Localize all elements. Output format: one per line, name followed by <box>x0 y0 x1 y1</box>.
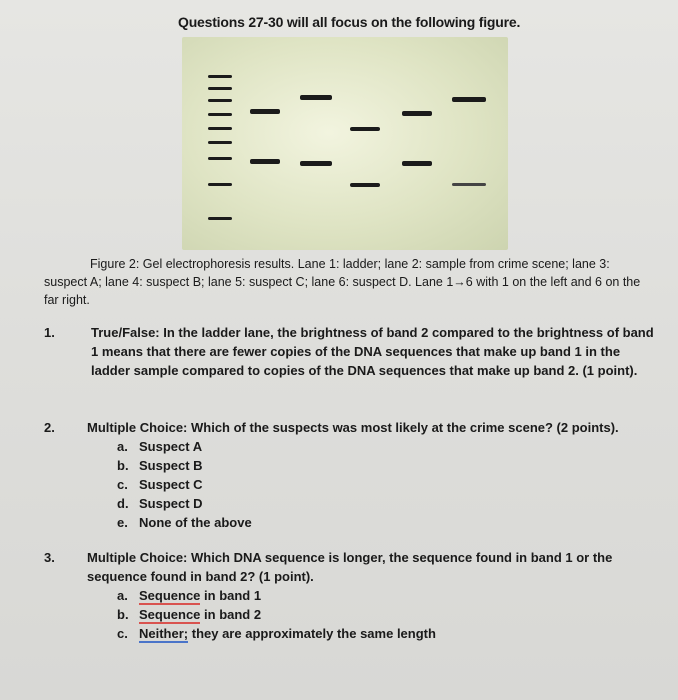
option-text: Suspect B <box>139 458 203 473</box>
question-number: 3. <box>44 550 55 565</box>
suspect-d-band <box>452 97 486 102</box>
option-text-flagged: Sequence <box>139 588 201 603</box>
section-heading: Questions 27-30 will all focus on the following figure. <box>178 14 521 30</box>
crime-scene-band <box>250 159 280 164</box>
option-letter: c. <box>117 626 128 641</box>
suspect-c-band <box>402 161 432 166</box>
option-text: Suspect D <box>139 496 203 511</box>
option-letter: d. <box>117 496 129 511</box>
ladder-band <box>208 141 232 144</box>
option-letter: b. <box>117 458 129 473</box>
option-text: Suspect C <box>139 477 203 492</box>
question-number: 2. <box>44 420 55 435</box>
option-text: Suspect A <box>139 439 203 454</box>
suspect-b-band <box>350 183 380 187</box>
question-text: Multiple Choice: Which of the suspects was most likely at the crime scene? (2 points). <box>87 420 619 435</box>
ladder-band <box>208 87 232 90</box>
answer-options <box>87 586 654 643</box>
crime-scene-band <box>250 109 280 114</box>
suspect-d-band <box>452 183 486 186</box>
suspect-a-band <box>300 95 332 100</box>
option-letter: a. <box>117 588 128 603</box>
option-b[interactable] <box>117 605 654 624</box>
suspect-c-band <box>402 111 432 116</box>
gel-electrophoresis-figure <box>182 37 508 250</box>
option-d[interactable] <box>117 494 654 513</box>
option-letter: c. <box>117 477 128 492</box>
option-e[interactable] <box>117 513 654 532</box>
option-letter: e. <box>117 515 128 530</box>
option-c[interactable] <box>117 475 654 494</box>
ladder-band <box>208 217 232 220</box>
option-a[interactable] <box>117 437 654 456</box>
question-number: 1. <box>44 325 55 340</box>
ladder-band <box>208 113 232 116</box>
option-a[interactable] <box>117 586 654 605</box>
question-1 <box>44 323 654 380</box>
question-2 <box>44 418 654 532</box>
figure-caption <box>44 255 644 309</box>
option-text: in band 2 <box>200 607 262 622</box>
option-letter: a. <box>117 439 128 454</box>
option-text: None of the above <box>139 515 252 530</box>
suspect-a-band <box>300 161 332 166</box>
ladder-band <box>208 127 232 130</box>
option-text: in band 1 <box>200 588 262 603</box>
option-text-flagged: Neither; <box>139 626 189 641</box>
question-text: True/False: In the ladder lane, the brightness of band 2 compared to the brightness of band 1 means that there are fewer copies of the DNA sequences that make up band 1 in the ladder sample compared to copies of the DNA sequences that make up band 2. (1 point). <box>91 325 654 378</box>
suspect-b-band <box>350 127 380 131</box>
option-text: they are approximately the same length <box>188 626 436 641</box>
question-text: Multiple Choice: Which DNA sequence is longer, the sequence found in band 1 or the sequence found in band 2? (1 point). <box>87 550 613 584</box>
option-letter: b. <box>117 607 129 622</box>
ladder-band <box>208 157 232 160</box>
option-b[interactable] <box>117 456 654 475</box>
question-3 <box>44 548 654 643</box>
ladder-band <box>208 75 232 78</box>
answer-options <box>87 437 654 532</box>
option-text-flagged: Sequence <box>139 607 201 622</box>
ladder-band <box>208 99 232 102</box>
option-c[interactable] <box>117 624 654 643</box>
ladder-band <box>208 183 232 186</box>
figure-caption-text: Figure 2: Gel electrophoresis results. Lane 1: ladder; lane 2: sample from crime scene; lane 3: suspect A; lane 4: suspect B; lane 5: suspect C; lane 6: suspect D. Lane 1→6 with 1 on the left and 6 on the far right. <box>44 257 641 307</box>
